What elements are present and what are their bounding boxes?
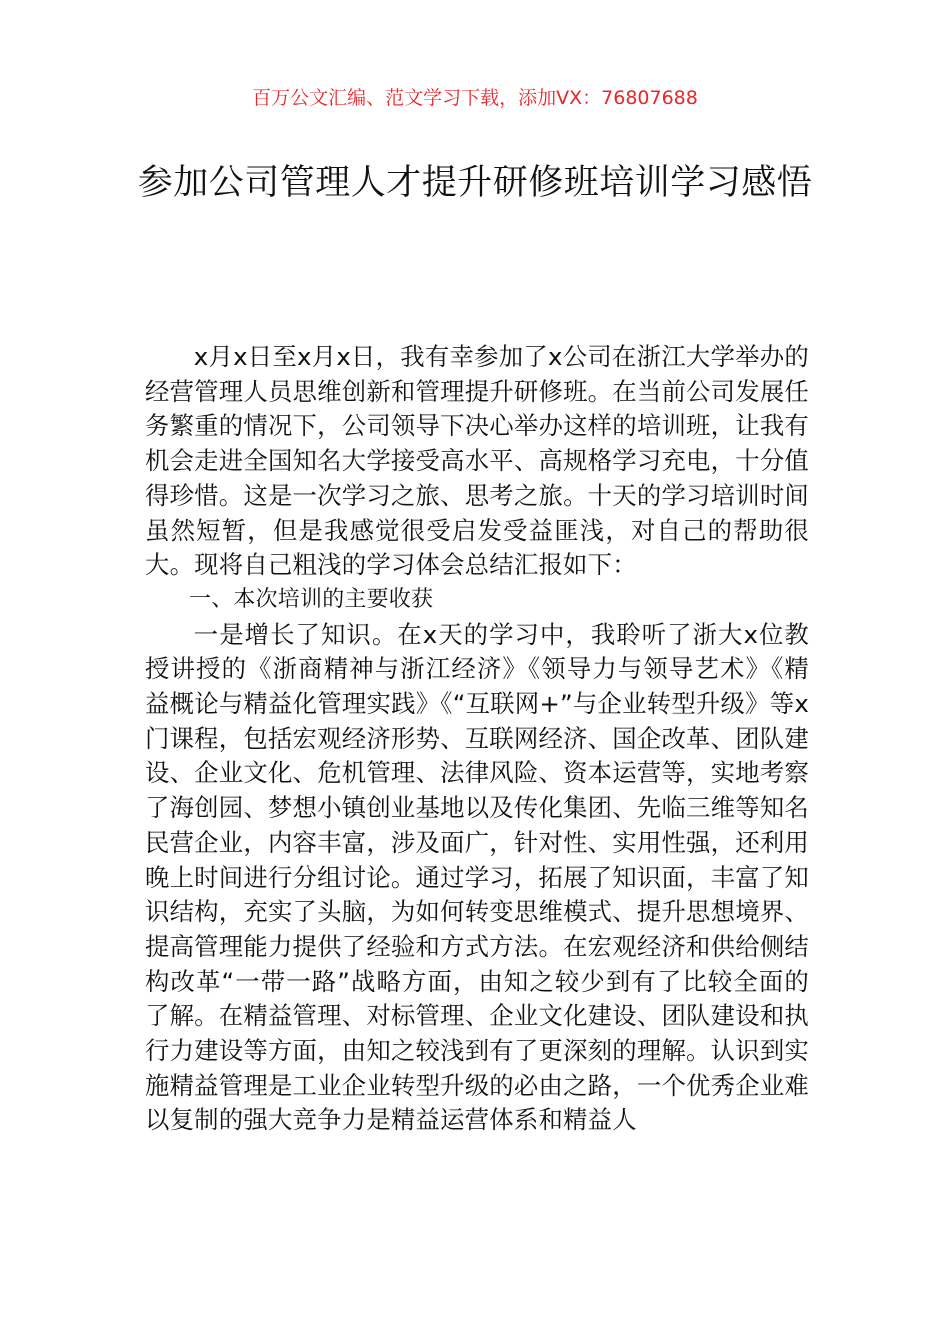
- document-title: 参加公司管理人才提升研修班培训学习感悟: [137, 163, 813, 203]
- body-paragraph: 一是增长了知识。在x天的学习中，我聆听了浙大x位教授讲授的《浙商精神与浙江经济》《领导力与领导艺术》《精益概论与精益化管理实践》《“互联网+”与企业转型升级》等x门课程，包括宏观经济形势、互联网经济、国企改革、团队建设、企业文化、危机管理、法律风险、资本运营等，实地考察了海创园、梦想小镇创业基地以及传化集团、先临三维等知名民营企业，内容丰富，涉及面广，针对性、实用性强，还利用晚上时间进行分组讨论。通过学习，拓展了知识面，丰富了知识结构，充实了头脑，为如何转变思维模式、提升思想境界、提高管理能力提供了经验和方式方法。在宏观经济和供给侧结构改革“一带一路”战略方面，由知之较少到有了比较全面的了解。在精益管理、对标管理、企业文化建设、团队建设和执行力建设等方面，由知之较浅到有了更深刻的理解。认识到实施精益管理是工业企业转型升级的必由之路，一个优秀企业难以复制的强大竞争力是精益运营体系和精益人: [145, 619, 809, 1135]
- watermark-text: 百万公文汇编、范文学习下载，添加VX：76807688: [252, 87, 698, 109]
- intro-paragraph: x月x日至x月x日，我有幸参加了x公司在浙江大学举办的经营管理人员思维创新和管理提升研修班。在当前公司发展任务繁重的情况下，公司领导下决心举办这样的培训班，让我有机会走进全国知名大学接受高水平、高规格学习充电，十分值得珍惜。这是一次学习之旅、思考之旅。十天的学习培训时间虽然短暂，但是我感觉很受启发受益匪浅，对自己的帮助很大。现将自己粗浅的学习体会总结汇报如下：: [145, 342, 809, 580]
- section-heading: 一、本次培训的主要收获: [189, 586, 434, 612]
- document-body: [145, 340, 809, 1138]
